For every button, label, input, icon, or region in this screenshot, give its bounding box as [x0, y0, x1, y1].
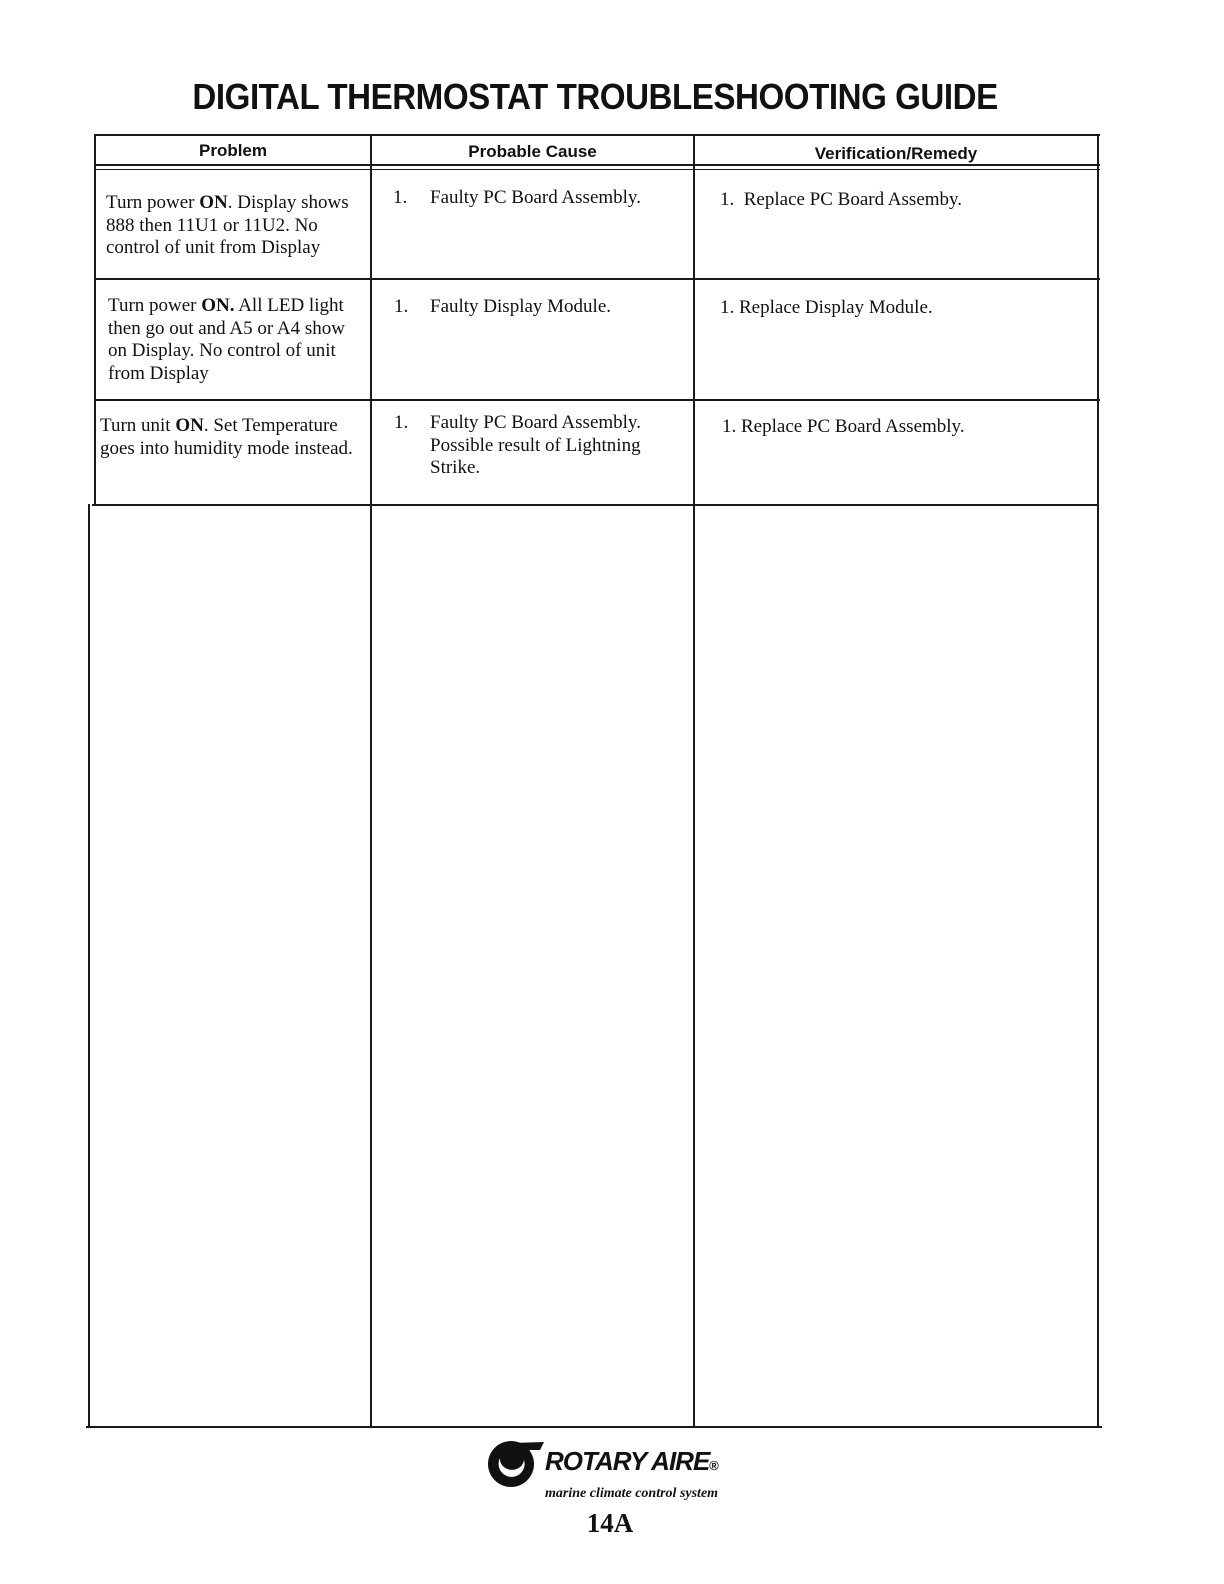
- header-problem: Problem: [198, 141, 268, 160]
- column-divider-1: [370, 134, 372, 1428]
- row-2-problem: [108, 295, 366, 385]
- brand-name: [545, 1446, 718, 1477]
- row-2-remedy: 1. Replace Display Module.: [720, 297, 933, 318]
- table-top-border: [96, 134, 1100, 136]
- page-number: 14A: [586, 1508, 634, 1538]
- row-1-remedy: 1. Replace PC Board Assemby.: [720, 189, 963, 210]
- header-bottom-border: [96, 164, 1100, 166]
- row-2-problem-post: All LED light then go out and A5 or A4 show on Display. No control of unit from Display: [108, 295, 345, 384]
- table-left-border-lower: [88, 504, 90, 1428]
- table-left-border: [94, 134, 96, 506]
- row-1-problem: [106, 192, 368, 260]
- row-2-cause-number: 1.: [394, 296, 409, 317]
- column-divider-2: [693, 134, 695, 1428]
- row-3-problem-post: . Set Temperature goes into humidity mode instead.: [100, 415, 353, 459]
- row-3-problem: [100, 415, 368, 460]
- row-2-problem-pre: Turn power: [108, 295, 202, 316]
- registered-mark: ®: [709, 1458, 718, 1473]
- row-2-bottom-border: [94, 399, 1100, 401]
- header-verification-remedy: Verification/Remedy: [814, 144, 978, 163]
- page-title: DIGITAL THERMOSTAT TROUBLESHOOTING GUIDE: [192, 76, 998, 117]
- row-3-problem-bold: ON: [175, 415, 204, 436]
- row-1-cause-number: 1.: [393, 187, 408, 208]
- brand-tagline: marine climate control system: [545, 1486, 719, 1501]
- table-bottom-border: [86, 1426, 1102, 1428]
- row-2-problem-bold: ON.: [201, 295, 235, 316]
- row-3-cause-number: 1.: [394, 412, 409, 433]
- row-1-bottom-border: [94, 278, 1100, 280]
- row-1-problem-bold: ON: [199, 192, 228, 213]
- row-1-problem-post: . Display shows 888 then 11U1 or 11U2. No control of unit from Display: [106, 192, 349, 258]
- row-2-cause: Faulty Display Module.: [430, 296, 612, 317]
- row-1-problem-pre: Turn power: [106, 192, 200, 213]
- table-right-border: [1097, 134, 1099, 1428]
- header-bottom-border-2: [96, 169, 1100, 170]
- row-3-cause: Faulty PC Board Assembly. Possible result of Lightning Strike.: [430, 412, 641, 478]
- row-3-problem-pre: Turn unit: [100, 415, 176, 436]
- brand-text: ROTARY AIRE: [545, 1446, 710, 1476]
- row-3-bottom-border: [92, 504, 1098, 506]
- row-3-remedy: 1. Replace PC Board Assembly.: [722, 416, 965, 437]
- header-probable-cause: Probable Cause: [468, 142, 597, 161]
- row-1-cause: Faulty PC Board Assembly.: [430, 187, 641, 208]
